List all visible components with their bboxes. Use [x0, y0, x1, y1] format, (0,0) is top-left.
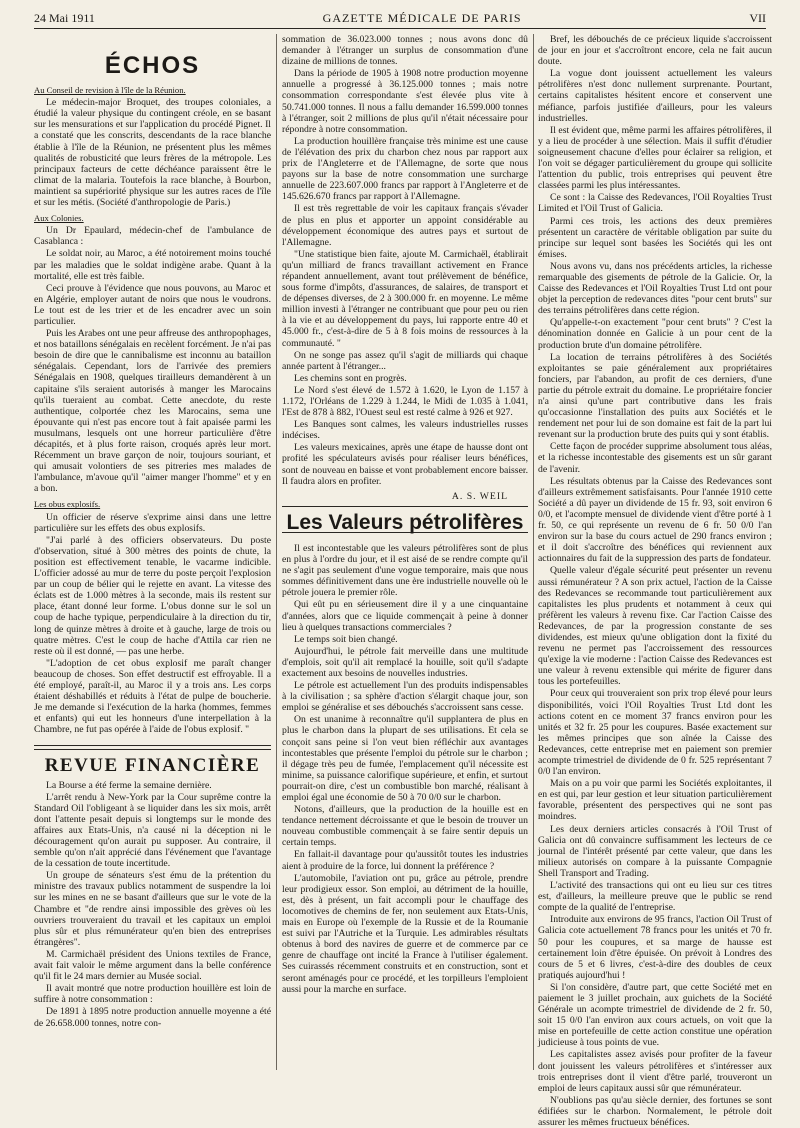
paragraph: Les capitalistes assez avisés pour profiter de la faveur dont jouissent les valeurs pétrolifères et s'intéresser aux trois entreprises dont il vient d'être parlé, trouveront un emploi de leurs capitaux aussi sûr que rémunérateur. — [538, 1049, 772, 1094]
paragraph: Nous avons vu, dans nos précédents articles, la richesse remarquable des gisements de pétrole de la Galicie. Or, la Caisse des Redevances et l'Oil Royalties Trust Ltd ont pour objet la perception de redevances dites "pour cent bruts" sur des terrains pétrolifères dans cette région. — [538, 260, 772, 317]
section-rule — [34, 749, 271, 750]
column-divider-2 — [533, 34, 534, 1070]
paragraph: M. Carmichaël président des Unions textiles de France, avait fait valoir le même argument dans la belle conférence qu'il fit le 24 mars dernier au Musée social. — [34, 948, 271, 983]
paragraph: Notons, d'ailleurs, que la production de la houille est en tendance nettement décroissante et que le besoin de trouver un nouveau combustible commençait à se faire sentir depuis un certain temps. — [282, 804, 528, 849]
paragraph: On est unanime à reconnaître qu'il supplantera de plus en plus le charbon dans la plupart de ses utilisations. Et cela se conçoit sans peine si l'on veut bien réfléchir aux avantages incontestables que présente l'emploi du pétrole sur le charbon ; il dégage très peu de fumée, l'emplacement qu'il nécessite est minime, sa puissance calorifique supérieure, et enfin, et surtout pourrait-on dire, c'est un combustible bon marché, réalisant à emploi égal une économie de 50 à 70 0/0 sur le charbon. — [282, 714, 528, 803]
paragraph: L'activité des transactions qui ont eu lieu sur ces titres est, d'ailleurs, la meilleure preuve que le public se rend compte de la qualité de l'entreprise. — [538, 880, 772, 914]
revue-financiere-heading: REVUE FINANCIÈRE — [44, 755, 261, 777]
column-1 — [34, 34, 271, 1070]
paragraph: Si l'on considère, d'autre part, que cette Société met en paiement le 3 juillet prochain, aux guichets de la Société Générale un acompte trimestriel de dividende de 2 fr. 50, soit 15 0/0 l'an environ aux cours actuels, on voit que la mise en portefeuille de cette action constitue une opération judicieuse à tous points de vue. — [538, 981, 772, 1049]
paragraph: Le Nord s'est élevé de 1.572 à 1.620, le Lyon de 1.157 à 1.172, l'Orléans de 1.229 à 1.244, le Midi de 1.035 à 1.041, l'Est de 878 à 882, l'Ouest seul est resté calme à 926 et 927. — [282, 384, 528, 419]
running-header — [34, 8, 766, 29]
paragraph: La Bourse a été ferme la semaine dernière. — [46, 779, 212, 791]
echo-subheading-text: Aux Colonies. — [34, 213, 84, 224]
paragraph: Bref, les débouchés de ce précieux liquide s'accroissent de jour en jour et s'accroîtront encore, cela ne fait aucun doute. — [538, 34, 772, 68]
column-divider-1 — [276, 34, 277, 1070]
page-number: VII — [749, 10, 766, 25]
paragraph: L'arrêt rendu à New-York par la Cour suprême contre la Standard Oil l'obligeant à se liquider dans les six mois, arrêt dont l'attente pesait depuis si longtemps sur le monde des affaires aux Etats-Unis, n'a causé ni la déception ni le découragement qu'on aurait pu supposer. Au contraire, il semble qu'on n'ait apprécié dans l'événement que l'avantage de la cessation de toute incertitude. — [34, 791, 271, 870]
paragraph: De 1891 à 1895 notre production annuelle moyenne a été de 26.658.000 tonnes, notre con- — [34, 1006, 271, 1029]
paragraph: Les deux derniers articles consacrés à l'Oil Trust of Galicia ont dû convaincre suffisamment les lecteurs de ce journal de l'intérêt présenté par cette valeur, que dans les milieux autorisés on compare à la puissante Compagnie Shell Transport and Trading. — [538, 823, 772, 879]
paragraph: Le pétrole est actuellement l'un des produits indispensables à la civilisation ; sa sphère d'action s'élargit chaque jour, son emploi se généralise et ses débouchés s'accroissent sans cesse. — [282, 680, 528, 714]
paragraph: Les résultats obtenus par la Caisse des Redevances sont d'ailleurs extrêmement satisfaisants. Pour l'année 1910 cette Société a dû payer un dividende de 15 fr. 93, soit environ 6 0/0, et l'acompte mensuel de dividende vient d'être porté à 1 fr. 50, ce qui représente un revenu de 6 fr. 50 0/0 l'an environ sur la base du cours actuel de 290 francs environ ; et il doit s'accroître des bénéfices qui reviennent aux actionnaires du fait de la suppression des parts de fondateur. — [538, 475, 772, 565]
echo-subheading — [34, 85, 271, 96]
paragraph: Aujourd'hui, le pétrole fait merveille dans une multitude d'emplois, soit qu'il ait remplacé la houille, soit qu'il s'adapte exactement aux besoins de nouvelles industries. — [282, 645, 528, 679]
paragraph: Le temps soit bien changé. — [294, 633, 398, 645]
paragraph: La production houillère française très minime est une cause de l'élévation des prix du charbon chez nous par rapport aux prix de l'Angleterre et de l'Allemagne, de sorte que nous payons sur la base de notre consommation une surcharge annuelle de 223.607.000 francs par rapport à l'Angleterre et de 145.626.670 francs par rapport à l'Allemagne. — [282, 135, 528, 203]
paragraph: sommation de 36.023.000 tonnes ; nous avons donc dû demander à l'étranger un surplus de consommation d'une dizaine de millions de tonnes. — [282, 34, 528, 68]
echo-subheading — [34, 499, 271, 510]
echo-subheading-text: Les obus explosifs. — [34, 499, 101, 510]
paragraph: Qu'appelle-t-on exactement "pour cent bruts" ? C'est la dénomination donnée en Galicie à un pour cent de la production brute d'un domaine pétrolifère. — [538, 317, 772, 351]
valeurs-petroliferes-heading: Les Valeurs pétrolifères — [286, 510, 524, 534]
paragraph: La vogue dont jouissent actuellement les valeurs pétrolifères n'est donc nullement surprenante. Pourtant, certains capitalistes hésitent encore et conservent une méfiance, parfois justifiée d'ailleurs, pour les valeurs industrielles. — [538, 68, 772, 124]
section-rule — [34, 745, 271, 746]
paragraph: L'automobile, l'aviation ont pu, grâce au pétrole, prendre leur prodigieux essor. Son emploi, au détriment de la houille, est, dès à présent, un fait accompli pour le chauffage des locomotives de chemins de fer, non seulement aux Etats-Unis, mais en Europe où l'exemple de la Russie et de la Roumanie est suivi par l'Autriche et la Turquie. Les admirables résultats obtenus à bord des navires de guerre et de commerce par ce genre de chauffage ont incité la France à l'utiliser également. Ses cuirassés récemment construits et en construction, sont et seront aménagés pour ce procédé, et les torpilleurs l'emploient aussi pour la marche en surface. — [282, 872, 528, 995]
paragraph: "Une statistique bien faite, ajoute M. Carmichaël, établirait qu'un milliard de francs travaillant activement en France répandent annuellement, avant tout prélèvement de bénéfice, sous forme d'impôts, d'assurances, de salaires, de transport et de dépenses diverses, de 2 à 300.000 fr. en moyenne. Le même million investi à l'étranger ne contribuant que pour peu ou rien à la vie et au développement du pays, lui rapporte entre 40 et 45.000 fr., c'est-à-dire de 5 à 8 fois moins de ressources à la communauté. " — [282, 248, 528, 349]
section-rule — [282, 506, 528, 507]
paragraph: Les chemins sont en progrès. — [294, 372, 407, 384]
paragraph: Le soldat noir, au Maroc, a été notoirement moins touché par les maladies que le soldat indigène arabe. Quant à la mortalité, elle est très faible. — [34, 248, 271, 282]
publication-title: GAZETTE MÉDICALE DE PARIS — [322, 10, 522, 25]
paragraph: Les Banques sont calmes, les valeurs industrielles russes indécises. — [282, 419, 528, 442]
paragraph: On ne songe pas assez qu'il s'agit de milliards qui chaque année partent à l'étranger... — [282, 349, 528, 372]
paragraph: Un officier de réserve s'exprime ainsi dans une lettre particulière sur les effets des obus explosifs. — [34, 511, 271, 534]
paragraph: Le médecin-major Broquet, des troupes coloniales, a étudié la valeur physique du contingent créole, en se basant sur les mensurations et sur l'application du procédé Pignet. Il a constaté que les conscrits, descendants de la race blanche établie à l'île de la Réunion, ne présentent plus les mêmes qualités de robusticité que leurs frères de la métropole. Les principaux facteurs de cette déchéance paraissent être le climat de la malaria. Toutefois la race blanche, à Bourbon, maintient sa supériorité physique sur les autres races de l'île et sur les métis. (Société d'anthropologie de Paris.) — [34, 97, 271, 209]
paragraph: Il est incontestable que les valeurs pétrolifères sont de plus en plus à l'ordre du jour, et il est aisé de se rendre compte qu'il ne s'agit pas seulement d'une vogue temporaire, mais que nous sommes définitivement dans une ère industrielle nouvelle où le pétrole jouera le premier rôle. — [282, 542, 528, 599]
paragraph: Il avait montré que notre production houillère est loin de suffire à notre consommation : — [34, 983, 271, 1006]
paragraph: "L'adoption de cet obus explosif me paraît changer beaucoup de choses. Son effet destructif est effroyable. Il a été employé, paraît-il, au Maroc il y a trois ans. Les corps étaient déshabillés et réduits à l'état de pulpe de boucherie. Je me demande si l'exécution de la harka (hommes, femmes et enfants) qui eut les honneurs d'une interpellation à la Chambre, ne fut pas opérée à l'aide de l'obus explosif. " — [34, 657, 271, 736]
paragraph: Qui eût pu en sérieusement dire il y a une cinquantaine d'années, alors que ce liquide commençait à peine à donner lieu à quelques transactions commerciales ? — [282, 599, 528, 633]
paragraph: Pour ceux qui trouveraient son prix trop élevé pour leurs disponibilités, voici l'Oil Royalties Trust Ltd dont les actions cotent en ce moment 37 francs environ pour les unités et 32 fr. 25 pour les coupures. Basée exactement sur les mêmes principes que son aînée la Caisse des Redevances, cette entreprise met en paiement son premier acompte trimestriel de dividende de 0 fr. 525 représentant 7 0/0 l'an environ. — [538, 688, 772, 778]
echo-subheading-text: Au Conseil de revision à l'île de la Réunion. — [34, 85, 186, 96]
paragraph: Ce sont : la Caisse des Redevances, l'Oil Royalties Trust Limited et l'Oil Trust of Galicia. — [538, 192, 772, 215]
paragraph: Cette façon de procéder supprime absolument tous aléas, et la richesse incontestable des gisements est un sûr garant de l'avenir. — [538, 441, 772, 475]
column-2 — [282, 34, 528, 1070]
paragraph: N'oublions pas qu'au siècle dernier, des fortunes se sont édifiées sur le charbon. Normalement, le pétrole doit assurer les mêmes fructueux bénéfices. — [538, 1094, 772, 1128]
paragraph: Introduite aux environs de 95 francs, l'action Oil Trust of Galicia cote actuellement 78 francs pour les unités et 70 fr. 50 pour les coupures, et sa marge de hausse est certainement loin d'être épuisée. On prévoit à Londres des cours de 5 et 6 livres, c'est-à-dire des doubles de ceux pratiqués aujourd'hui ! — [538, 914, 772, 981]
echos-heading: ÉCHOS — [104, 52, 201, 79]
paragraph: La location de terrains pétrolifères à des Sociétés exploitantes se paie généralement aux propriétaires fonciers, par l'abandon, au profit de ces derniers, d'une partie du pétrole extrait du domaine. Le propriétaire foncier n'a ainsi qu'une part contributive dans les frais qu'occasionne l'installation des puits aux Sociétés et le rendement net pour lui de son domaine est fait de la part lui revenant sur la production brute des puits qui y sont établis. — [538, 351, 772, 441]
paragraph: Ceci prouve à l'évidence que nous pouvons, au Maroc et en Algérie, employer autant de noirs que nous le voudrons. Le tout est de les trier et de les encadrer avec un soin particulier. — [34, 282, 271, 327]
author-signature: A. S. WEIL — [451, 490, 508, 502]
paragraph: Les valeurs mexicaines, après une étape de hausse dont ont profité les spéculateurs avisés pour réaliser leurs bénéfices, sont de nouveau en baisse et vont probablement encore baisser. Il faudra alors en profiter. — [282, 442, 528, 487]
paragraph: Un Dr Epaulard, médecin-chef de l'ambulance de Casablanca : — [34, 225, 271, 248]
paragraph: Mais on a pu voir que parmi les Sociétés exploitantes, il en est qui, par leur gestion et leur situation particulièrement favorable, présentent des perspectives qui ne sont pas moindres. — [538, 778, 772, 823]
paragraph: Dans la période de 1905 à 1908 notre production moyenne annuelle a progressé à 36.125.000 tonnes ; mais notre consommation correspondante s'est élevée plus vite à 50.741.000 tonnes. Il nous a fallu demander 16.599.000 tonnes à l'étranger, soit 2 millions de plus qu'il n'était nécessaire pour répondre à notre consommation. — [282, 68, 528, 135]
paragraph: Quelle valeur d'égale sécurité peut présenter un revenu aussi rémunérateur ? A son prix actuel, l'action de la Caisse des Redevances se recommande tout particulièrement aux capitalistes les plus prudents et notamment à ceux qui préfèrent les valeurs à revenu fixe. Car l'action Caisse des Redevances, de par la progression constante de ses dividendes, est mieux qu'une obligation dont la fixité du revenu ne permet pas l'accroissement des ressources qu'exige la vie moderne : l'action Caisse des Redevances est une valeur à revenu extensible qui mérite de figurer dans tous les portefeuilles. — [538, 565, 772, 688]
echo-subheading — [34, 213, 271, 224]
paragraph: En fallait-il davantage pour qu'aussitôt toutes les industries aient à produire de la force, lui donnent la préférence ? — [282, 849, 528, 872]
paragraph: "J'ai parlé à des officiers observateurs. Du poste d'observation, situé à 300 mètres des points de chute, la position est effectivement tenable, le vacarme indicible. L'officier adossé au mur de terre du poste perçoit l'explosion par un coup de bélier qui le rejette en avant. La vitesse des éclats est de 1.000 mètres à la seconde, mais ils restent sur place, étant donné leur forme. L'obus donne sur le sol un coup de hache typique, perpendiculaire à la direction du tir, long de quinze mètres à droite et à gauche, large de trois ou quatre mètres. C'est le coup de hache d'Attila car rien ne reste où il est donné, — pas une herbe. — [34, 534, 271, 657]
issue-date: 24 Mai 1911 — [34, 10, 95, 25]
column-3 — [538, 34, 772, 1128]
paragraph: Parmi ces trois, les actions des deux premières présentent un caractère de véritable obligation par suite du principe sur lequel sont basées les Sociétés qui les ont émises. — [538, 215, 772, 260]
paragraph: Il est très regrettable de voir les capitaux français s'évader de plus en plus et apporter un appoint considérable au développement économique des autres pays et surtout de l'Allemagne. — [282, 203, 528, 248]
paragraph: Puis les Arabes ont une peur affreuse des anthropophages, et nos bataillons sénégalais en recèlent forcément. Je n'ai pas besoin de dire que le cannibalisme est inconnu au bataillon sénégalais. Cependant, lors de l'arrivée des premiers Sénégalais en 1908, quelques tirailleurs demandèrent à un capitaine s'ils seraient autorisés à manger les Marocains qu'ils tueraient au combat. Cette anecdote, du reste authentique, colportée chez les Marocains, sema une épouvante qui n'est pas encore tout à fait apaisée parmi les musulmans, lesquels ont une horreur particulière d'être décapités, et à plus forte raison, croqués après leur mort. Récemment un brave garçon de noir, toujours souriant, et qui amusait volontiers de ses pitreries mes malades de l'ambulance, m'avoue qu'il "aimer manger l'homme" et y en a bon. — [34, 328, 271, 495]
paragraph: Il est évident que, même parmi les affaires pétrolifères, il y a lieu de procéder à une sélection. Mais il suffit d'étudier soigneusement chacune d'elles pour éclairer sa religion, et l'on voit se dégager particulièrement du groupe qui sollicite l'attention du public, trois entreprises qui peuvent être classées parmi les plus intéressantes. — [538, 124, 772, 192]
paragraph: Un groupe de sénateurs s'est ému de la prétention du ministre des travaux publics notamment de suspendre la loi sur les mines en ne se basant d'ailleurs que sur le vote de la Chambre et "de rendre ainsi impossible des grèves où les ouvriers trouveraient du travail et les capitaux un emploi plus sûr et plus rémunérateur qu'en bien des entreprises étrangères". — [34, 870, 271, 948]
